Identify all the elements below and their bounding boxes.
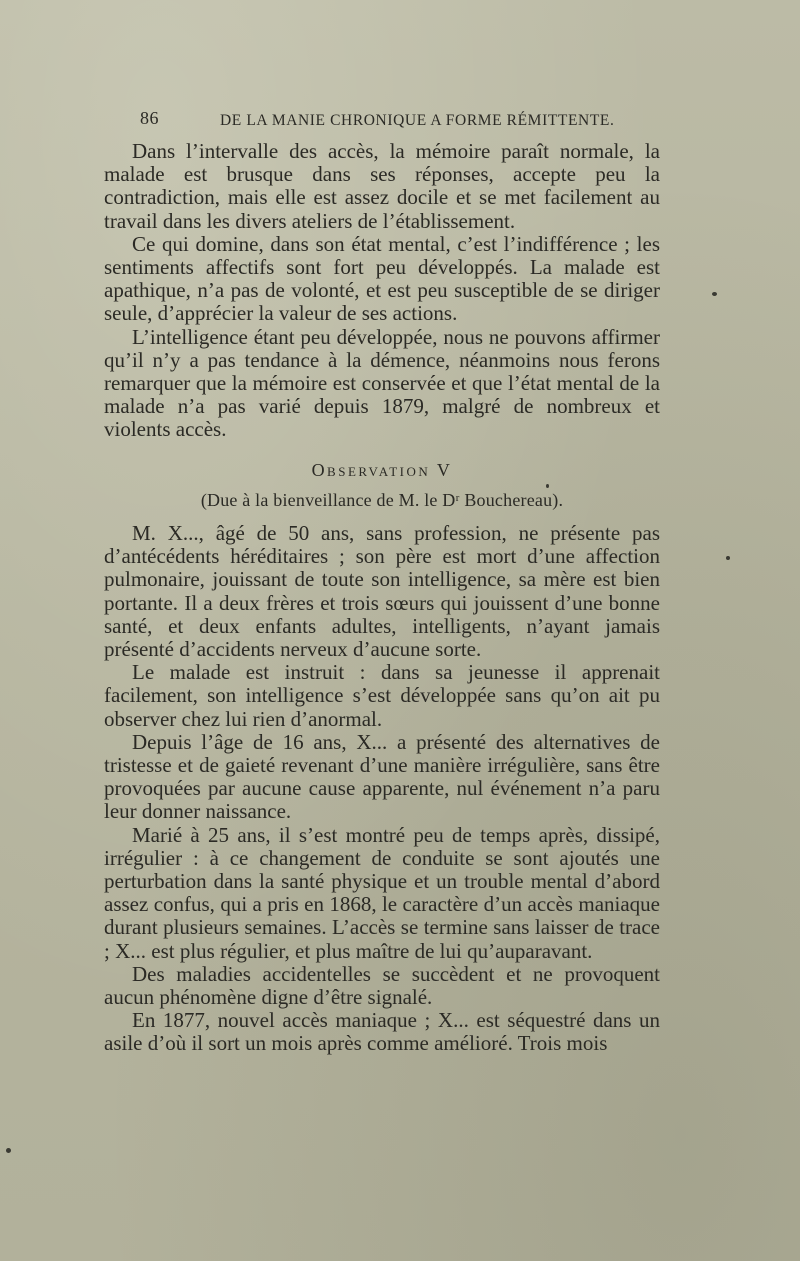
paragraph: L’intelligence étant peu développée, nous ne pouvons affirmer qu’il n’y a pas tendance à la démence, néanmoins nous ferons remarquer que la mémoire est conservée et que l’état mental de la malade n’a pas varié depuis 1879, malgré de nombreux et violents accès. [104, 324, 660, 442]
text-section-two [104, 522, 660, 1056]
running-title: DE LA MANIE CHRONIQUE A FORME RÉMITTENTE. [220, 112, 615, 129]
paper-speck [726, 556, 730, 560]
paragraph: En 1877, nouvel accès maniaque ; X... est séquestré dans un asile d’où il sort un mois après comme amélioré. Trois mois [104, 1008, 660, 1056]
page-number: 86 [140, 108, 159, 128]
page-header [140, 108, 660, 136]
paper-speck [712, 292, 717, 296]
observation-source: (Due à la bienveillance de M. le Dʳ Bouchereau). [200, 490, 564, 510]
paper-speck [546, 484, 549, 488]
observation-title: Observation V [311, 460, 453, 480]
paper-speck [6, 1148, 11, 1153]
paragraph: Marié à 25 ans, il s’est montré peu de temps après, dissipé, irrégulier : à ce changement de conduite se sont ajoutés une perturbation dans la santé physique et un trouble mental d’abord assez confus, qui a pris en 1868, le caractère d’un accès maniaque durant plusieurs semaines. L’accès se termine sans laisser de trace ; X... est plus régulier, et plus maître de lui qu’auparavant. [104, 822, 660, 963]
paragraph: Ce qui domine, dans son état mental, c’est l’indifférence ; les sentiments affectifs sont fort peu développés. La malade est apathique, n’a pas de volonté, et est peu susceptible de se diriger seule, d’apprécier la valeur de ses actions. [104, 231, 660, 326]
paragraph: Dans l’intervalle des accès, la mémoire paraît normale, la malade est brusque dans ses réponses, accepte peu la contradiction, mais elle est assez docile et se met facilement au travail dans les divers ateliers de l’établissement. [104, 139, 660, 233]
paragraph: M. X..., âgé de 50 ans, sans profession, ne présente pas d’antécédents héréditaires ; son père est mort d’une affection pulmonaire, jouissant de toute son intelligence, sa mère est bien portante. Il a deux frères et trois sœurs qui jouissent d’une bonne santé, et deux enfants adultes, intelligents, n’ayant jamais présenté d’accidents nerveux d’aucune sorte. [104, 521, 660, 662]
paragraph: Le malade est instruit : dans sa jeunesse il apprenait facilement, son intelligence s’est développée sans qu’on ait pu observer chez lui rien d’anormal. [104, 660, 660, 731]
text-section-one [104, 140, 660, 442]
paragraph: Depuis l’âge de 16 ans, X... a présenté des alternatives de tristesse et de gaieté revenant d’une manière irrégulière, sans être provoquées par aucune cause apparente, nul événement n’a paru leur donner naissance. [104, 729, 660, 824]
paragraph: Des maladies accidentelles se succèdent et ne provoquent aucun phénomène digne d’être signalé. [104, 961, 660, 1010]
